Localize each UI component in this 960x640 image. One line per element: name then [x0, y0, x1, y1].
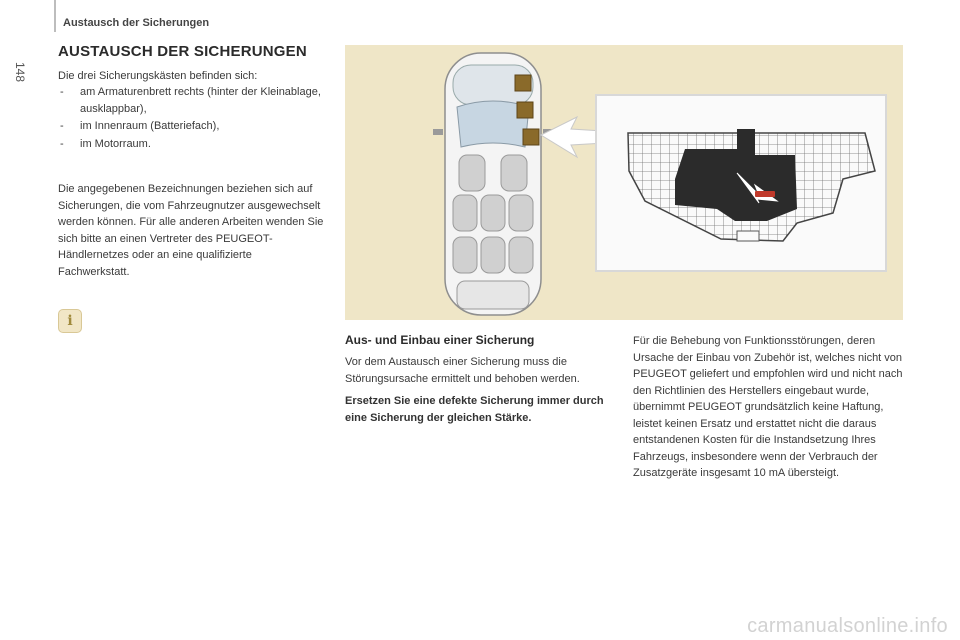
van-top-view	[433, 53, 553, 315]
info-icon	[58, 309, 82, 333]
section-body	[345, 354, 610, 426]
list-item	[58, 118, 328, 135]
section-title: Aus- und Einbau einer Sicherung	[345, 333, 535, 347]
fusebox-detail-inset	[596, 95, 886, 271]
watermark: carmanualsonline.info	[747, 615, 948, 637]
list-item-text: im Innenraum (Batteriefach),	[80, 120, 220, 132]
bullet-dash: -	[60, 137, 64, 150]
intro-text: Die drei Sicherungskästen befinden sich:	[58, 70, 258, 82]
list-item-text: im Motorraum.	[80, 137, 151, 150]
fusebox-location-list	[58, 84, 328, 153]
section-warning: Ersetzen Sie eine defekte Sicherung immer durch eine Sicherung der gleichen Stärke.	[345, 395, 604, 424]
page-number: 148	[13, 62, 27, 83]
header-bar	[54, 0, 56, 32]
fusebox-marker-engine	[523, 129, 539, 145]
list-item	[58, 84, 328, 117]
info-glyph: i	[67, 313, 73, 329]
fusebox-illustration	[345, 45, 903, 320]
section-text: Vor dem Austausch einer Sicherung muss die Störungsursache ermittelt und behoben werden.	[345, 356, 580, 385]
liability-note: Für die Behebung von Funktionsstörungen, deren Ursache der Einbau von Zubehör ist, welches nicht von PEUGEOT geliefert und empfohlen wird und nicht nach den Richtlinien des Herstellers eingebaut wurde, übernimmt PEUGEOT grundsätzlich keine Haftung, leistet keinen Ersatz und erstattet nicht die daraus entstandenen Kosten für die Instandsetzung Ihres Fahrzeugs, insbesondere wenn der Verbrauch der Zusatzgeräte insgesamt 10 mA übersteigt.	[633, 335, 903, 479]
designation-note: Die angegebenen Bezeichnungen beziehen sich auf Sicherungen, die vom Fahrzeugnutzer ausgewechselt werden können. Für alle anderen Arbeiten wenden Sie sich bitte an einen Vertreter des PEUGEOT-Händlernetzes oder an eine qualifizierte Fachwerkstatt.	[58, 183, 324, 278]
list-item	[58, 136, 328, 153]
list-item-text: am Armaturenbrett rechts (hinter der Kleinablage, ausklappbar),	[80, 86, 321, 115]
illustration-svg	[345, 45, 903, 320]
page-title: AUSTAUSCH DER SICHERUNGEN	[58, 43, 307, 60]
bullet-dash: -	[60, 120, 64, 132]
fuse-highlight	[755, 191, 775, 197]
header-title: Austausch der Sicherungen	[63, 17, 210, 29]
fusebox-marker-battery	[517, 102, 533, 118]
fusebox-marker-dashboard	[515, 75, 531, 91]
bullet-dash: -	[60, 86, 64, 98]
